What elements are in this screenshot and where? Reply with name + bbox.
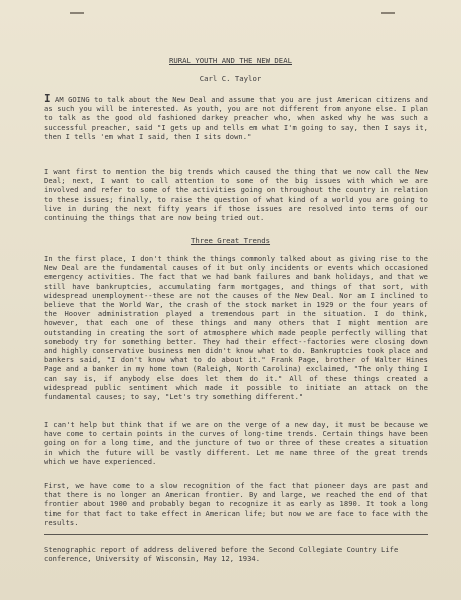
paragraph-intro [44, 94, 428, 141]
footnote-divider [44, 534, 428, 535]
footnote: Stenographic report of address delivered before the Second Collegiate Country Life conference, University of Wisconsin, May 12, 1934. [44, 545, 399, 564]
drop-cap: I [44, 92, 51, 105]
paper-edge-mark [381, 12, 395, 14]
paper-edge-mark [70, 12, 84, 14]
document-title: RURAL YOUTH AND THE NEW DEAL [168, 56, 292, 65]
paragraph-trends: I can't help but think that if we are on the verge of a new day, it must be because we have come to certain points in the curves of long-time trends. Certain things have been going on for a long time, and the juncture of two or three of these creates a situation in which the future will be vastly different. Let me name three of the great trends which we have experienced. [44, 420, 428, 466]
paragraph-plan: I want first to mention the big trends which caused the thing that we now call the New Deal; next, I want to call attention to some of the big issues with which we are involved and refer to some of the activities going on throughout the country in relation to these issues; finally, to raise the question of what kind of a world you are going to live in during the next fifty years if those issues are resolved into terms of our continuing the things that are now being tried out. [44, 167, 428, 223]
paragraph-intro-text: AM GOING to talk about the New Deal and assume that you are just American citizens and as such you will be interested. As youth, you are not different from anyone else. I plan to talk as the good old fashioned darkey preacher who, when asked why he was such a successful preacher, said "I gets up and tells em what I'm going to say, then I says it, then I tells 'em what I said, then I sits down." [44, 95, 428, 141]
section-heading: Three Great Trends [190, 236, 271, 245]
paragraph-frontier: First, we have come to a slow recognition of the fact that pioneer days are past and that there is no longer an American frontier. By and large, we reached the end of that frontier about 1900 and probably began to recognize it as early as 1890. It took a long time for that fact to take effect in American life; but now we are face to face with the results. [44, 481, 428, 527]
author-name: Carl C. Taylor [199, 74, 262, 83]
paragraph-causes: In the first place, I don't think the things commonly talked about as giving rise to the New Deal are the fundamental causes of it but only incidents or events which occasioned emergency activities. The fact that we had bank failures and bank holidays, and that we still have bankruptcies, accumulating farm mortgages, and things of that sort, with widespread unemployment--these are not the causes of the New Deal. Nor am I inclined to believe that the World War, the crash of the stock market in 1929 or the four years of the Hoover administration played a tremendous part in the situation. I do think, however, that each one of these things and many others that I might mention are outstanding in creating the sort of atmosphere which made people perfectly willing that somebody try for something better. They had their effect--factories were closing down and highly conservative business men didn't know what to do. Bankruptcies took place and bankers said, "I don't know what to do about it." Frank Page, brother of Walter Hines Page and a banker in my home town (Raleigh, North Carolina) exclaimed, "The only thing I can say is, if anybody else does let them do it." All of these things created a widespread public sentiment which made it possible to initiate an attack on the fundamental causes; to say, "Let's try something different." [44, 254, 428, 402]
